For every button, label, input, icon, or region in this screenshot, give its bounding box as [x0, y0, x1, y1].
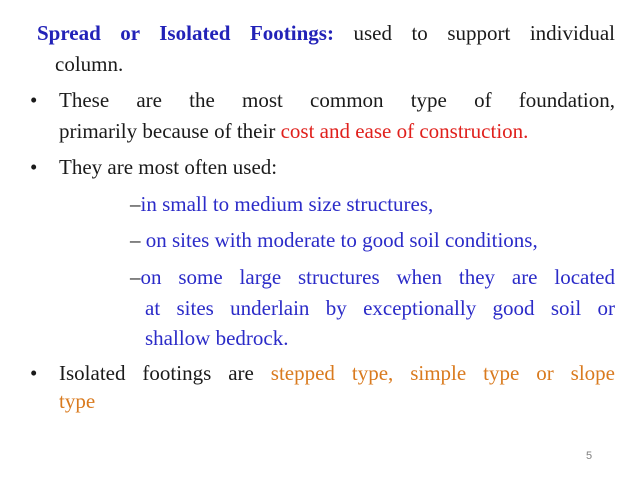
bullet-3-highlight-1: stepped type, simple type or slope: [270, 361, 615, 385]
page-number: 5: [586, 450, 593, 462]
sub-item-3-line-1: [130, 264, 615, 290]
bullet-1-line-2: [59, 118, 528, 144]
bullet-1-highlight: cost and ease of construction.: [280, 119, 529, 143]
bullet-3-line-1: [59, 360, 615, 386]
sub-item-1-dash: –: [130, 192, 141, 216]
bullet-1-glyph: •: [30, 88, 38, 112]
sub-item-2-text: on sites with moderate to good soil conditions,: [140, 228, 538, 252]
bullet-3-line-2: [59, 388, 95, 414]
sub-item-3-text-3: shallow bedrock.: [145, 326, 289, 350]
bullet-1-line-1: [59, 87, 615, 113]
sub-item-1: [130, 191, 433, 217]
intro-line-1: [37, 20, 615, 46]
sub-item-1-text: in small to medium size structures,: [140, 192, 434, 216]
bullet-2-glyph: •: [30, 155, 38, 179]
sub-item-3-text-2: at sites underlain by exceptionally good soil or: [145, 296, 615, 320]
bullet-2-line: [59, 154, 277, 180]
sub-item-3-text-1: on some large structures when they are located: [140, 265, 615, 289]
bullet-3-highlight-2: type: [59, 389, 96, 413]
intro-line-2: [55, 51, 123, 77]
sub-item-2: [130, 227, 538, 253]
intro-rest-1: used to support individual: [353, 21, 615, 45]
intro-rest-2: column.: [55, 52, 124, 76]
sub-item-2-dash: –: [130, 228, 141, 252]
bullet-3-glyph: •: [30, 361, 38, 385]
bullet-3-text-1: Isolated footings are: [59, 361, 271, 385]
sub-item-3-line-3: [145, 325, 288, 351]
bullet-2-text: They are most often used:: [59, 155, 278, 179]
sub-item-3-line-2: [145, 295, 615, 321]
bullet-1-text-2: primarily because of their: [59, 119, 281, 143]
bullet-1-text-1: These are the most common type of foundation,: [59, 88, 615, 112]
sub-item-3-dash: –: [130, 265, 141, 289]
intro-term: Spread or Isolated Footings:: [37, 21, 334, 45]
